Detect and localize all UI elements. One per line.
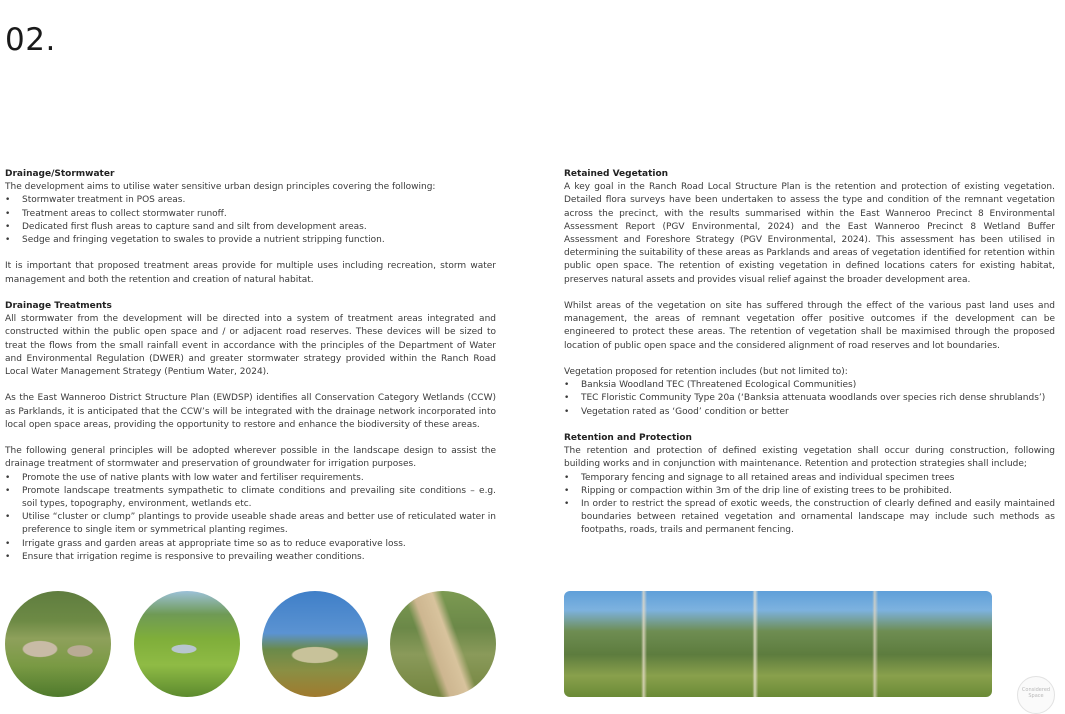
protection-heading: Retention and Protection <box>564 433 692 444</box>
treatments-heading: Drainage Treatments <box>5 301 112 311</box>
list-item: • Irrigate grass and garden areas at appropriate time so as to reduce evaporative loss. <box>5 538 496 551</box>
sandy-path-photo <box>390 591 496 697</box>
treatments-paragraph-1: All stormwater from the development will be directed into a system of treatment areas integrated and constructed within the public open space and / or adjacent road reserves. These devices will be sized to treat the flows from the small rainfall event in accordance with the principles of the Department of Water and Environmental Regulation (DWER) and greater stormwater strategy provided within the Ranch Road Local Water Management Strategy (Pentium Water, 2024). <box>5 314 496 378</box>
list-item: • Utilise “cluster or clump” plantings to provide useable shade areas and better use of reticulated water in preference to single item or symmetrical planting regimes. <box>5 511 496 537</box>
open-space-photo <box>262 591 368 697</box>
woodland-panorama-photo <box>564 591 992 697</box>
protection-bullet-list <box>564 472 1055 538</box>
list-item: • Treatment areas to collect stormwater runoff. <box>5 208 496 221</box>
protection-paragraph: The retention and protection of defined existing vegetation shall occur during construction, following building works and in conjunction with maintenance. Retention and protection strategies shall include; <box>564 446 1055 470</box>
drainage-intro: The development aims to utilise water sensitive urban design principles covering the following: <box>5 182 436 193</box>
retained-heading: Retained Vegetation <box>564 169 669 179</box>
retained-bullet-list <box>564 379 1055 419</box>
rock-swale-photo <box>5 591 111 697</box>
list-item: • Promote the use of native plants with low water and fertiliser requirements. <box>5 472 496 485</box>
treatments-paragraph-3: The following general principles will be adopted wherever possible in the landscape design to assist the drainage treatment of stormwater and preservation of groundwater for irrigation purposes. <box>5 446 496 470</box>
planted-basin-photo <box>134 591 240 697</box>
list-item: • Dedicated first flush areas to capture sand and silt from development areas. <box>5 221 496 234</box>
right-column <box>564 168 1055 538</box>
retained-paragraph-1: A key goal in the Ranch Road Local Structure Plan is the retention and protection of existing vegetation. Detailed flora surveys have been undertaken to assess the type and condition of the remnant vegetation across the precinct, with the results summarised within the East Wanneroo Precinct 8 Environmental Assessment Report (PGV Environmental, 2024) and the East Wanneroo Precinct 8 Wetland Buffer Assessment and Foreshore Strategy (PGV Environmental, 2024). This assessment has been utilised in determining the suitability of these areas as Parklands and areas of vegetation identified for retention within public open space. The retention of existing vegetation in defined locations caters for existing habitat, preserves natural assets and provides visual relief against the broader development area. <box>564 182 1055 285</box>
retained-paragraph-2: Whilst areas of the vegetation on site has suffered through the effect of the various past land uses and management, the areas of remnant vegetation offer positive outcomes if the development can be engineered to protect these areas. The retention of vegetation shall be maximised through the proposed location of public open space and the considered alignment of road reserves and lot boundaries. <box>564 301 1055 351</box>
company-logo: Considered Space <box>1017 676 1055 714</box>
list-item: • In order to restrict the spread of exotic weeds, the construction of clearly defined and easily maintained boundaries between retained vegetation and ornamental landscape may include such methods as footpaths, roads, trails and permanent fencing. <box>564 498 1055 538</box>
treatments-paragraph-2: As the East Wanneroo District Structure Plan (EWDSP) identifies all Conservation Category Wetlands (CCW) as Parklands, it is anticipated that the CCW’s will be integrated with the drainage network incorporated into local open space areas, providing the opportunity to restore and enhance the biodiversity of these areas. <box>5 393 496 430</box>
page-number: 02. <box>5 22 56 58</box>
retained-paragraph-3: Vegetation proposed for retention includes (but not limited to): <box>564 367 848 378</box>
list-item: • Sedge and fringing vegetation to swales to provide a nutrient stripping function. <box>5 234 496 247</box>
list-item: • Banksia Woodland TEC (Threatened Ecological Communities) <box>564 379 1055 392</box>
drainage-heading: Drainage/Stormwater <box>5 169 115 179</box>
list-item: • Ripping or compaction within 3m of the drip line of existing trees to be prohibited. <box>564 485 1055 498</box>
list-item: • Ensure that irrigation regime is responsive to prevailing weather conditions. <box>5 551 496 564</box>
list-item: • Temporary fencing and signage to all retained areas and individual specimen trees <box>564 472 1055 485</box>
list-item: • Stormwater treatment in POS areas. <box>5 194 496 207</box>
drainage-paragraph: It is important that proposed treatment areas provide for multiple uses including recreation, storm water management and both the retention and creation of natural habitat. <box>5 261 496 285</box>
left-column <box>5 168 496 564</box>
drainage-bullet-list <box>5 194 496 247</box>
principles-bullet-list <box>5 472 496 564</box>
list-item: • Promote landscape treatments sympathetic to climate conditions and prevailing site conditions – e.g. soil types, topography, environment, wetlands etc. <box>5 485 496 511</box>
list-item: • Vegetation rated as ‘Good’ condition or better <box>564 406 1055 419</box>
list-item: • TEC Floristic Community Type 20a (‘Banksia attenuata woodlands over species rich dense shrublands’) <box>564 392 1055 405</box>
